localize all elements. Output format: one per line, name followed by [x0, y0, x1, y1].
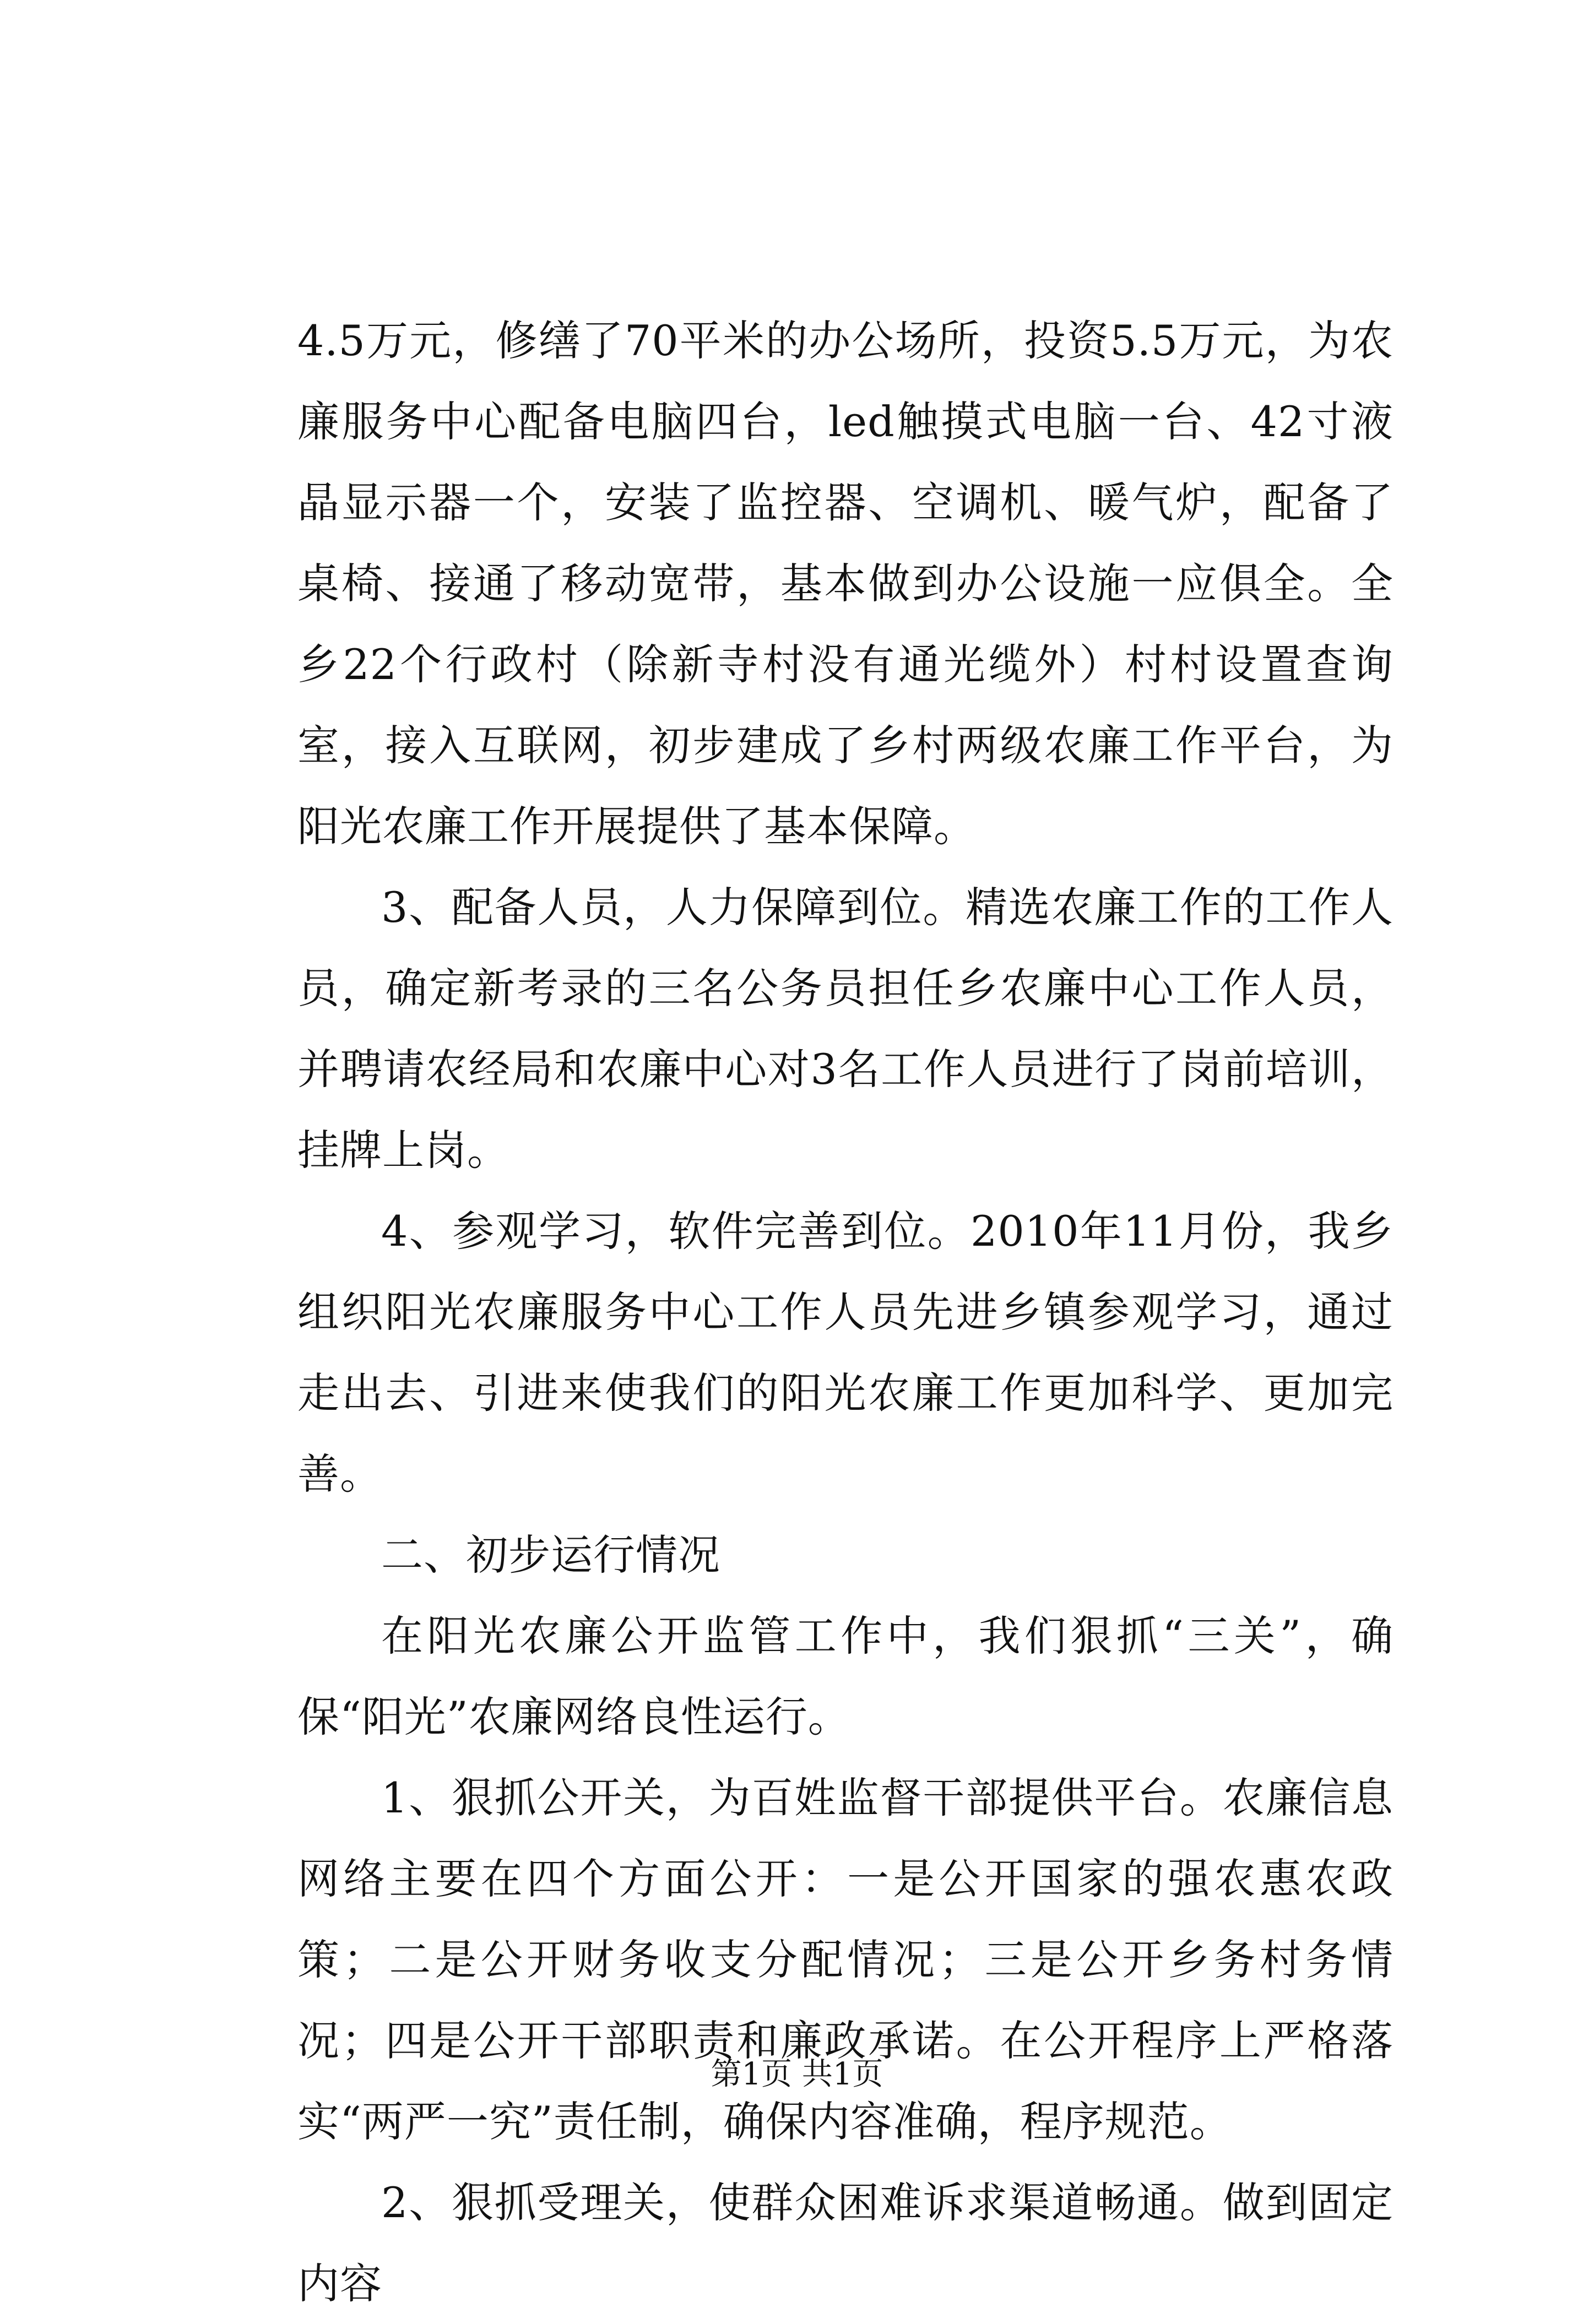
section-heading: 二、初步运行情况	[381, 1530, 720, 1579]
paragraph-1: 4.5万元，修缮了70平米的办公场所，投资5.5万元，为农廉服务中心配备电脑四台，led触摸式电脑一台、42寸液晶显示器一个，安装了监控器、空调机、暖气炉，配备了桌椅、接通了移动宽带，基本做到办公设施一应俱全。全乡22个行政村（除新寺村没有通光缆外）村村设置查询室，接入互联网，初步建成了乡村两级农廉工作平台，为阳光农廉工作开展提供了基本保障。	[297, 316, 1394, 851]
paragraph-7: 2、狠抓受理关，使群众困难诉求渠道畅通。做到固定内容	[297, 2178, 1394, 2308]
paragraph-2: 3、配备人员，人力保障到位。精选农廉工作的工作人员，确定新考录的三名公务员担任乡农廉中心工作人员，并聘请农经局和农廉中心对3名工作人员进行了岗前培训，挂牌上岗。	[297, 883, 1394, 1175]
document-body	[297, 300, 1394, 2324]
paragraph-3: 4、参观学习，软件完善到位。2010年11月份，我乡组织阳光农廉服务中心工作人员先进乡镇参观学习，通过走出去、引进来使我们的阳光农廉工作更加科学、更加完善。	[297, 1207, 1394, 1498]
paragraph-6: 1、狠抓公开关，为百姓监督干部提供平台。农廉信息网络主要在四个方面公开：一是公开国家的强农惠农政策；二是公开财务收支分配情况；三是公开乡务村务情况；四是公开干部职责和廉政承诺。在公开程序上严格落实“两严一究”责任制，确保内容准确，程序规范。	[297, 1773, 1394, 2146]
page-number-footer: 第1页 共1页	[711, 2056, 883, 2092]
paragraph-5: 在阳光农廉公开监管工作中，我们狠抓“三关”，确保“阳光”农廉网络良性运行。	[297, 1611, 1394, 1741]
